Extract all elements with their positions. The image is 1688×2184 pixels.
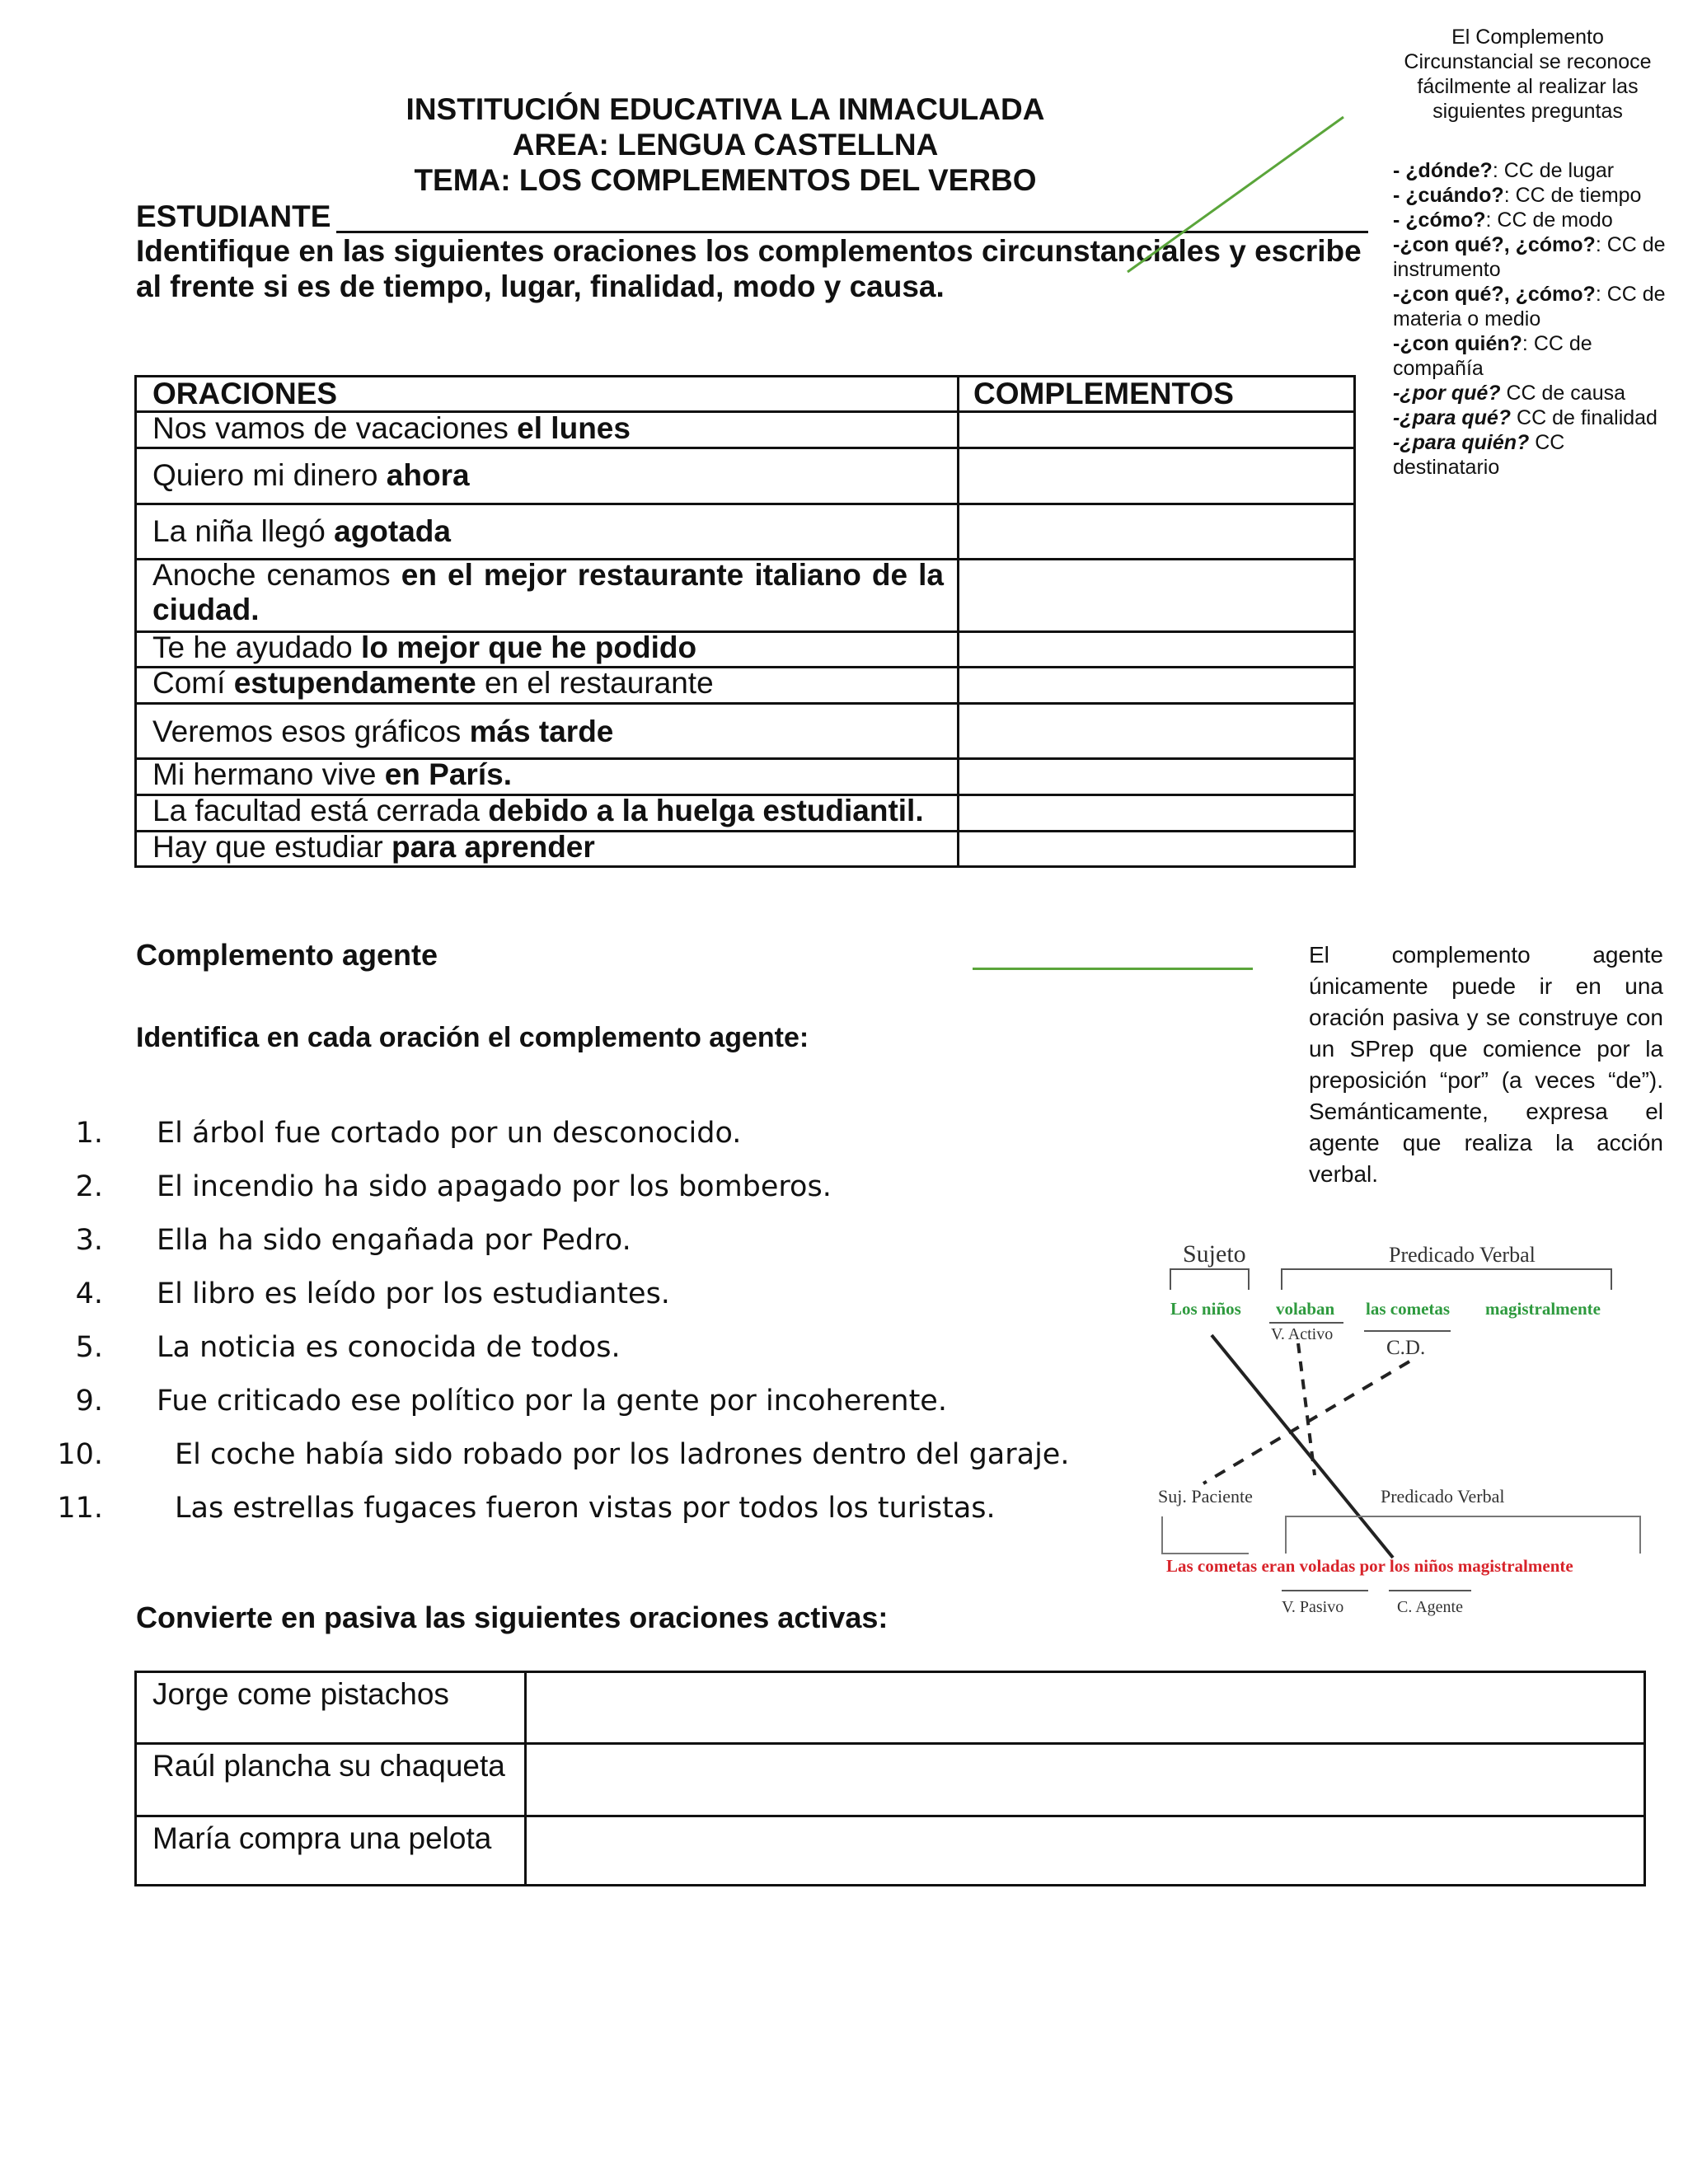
diagram-sujeto: Sujeto	[1183, 1240, 1246, 1268]
list-item: -¿por qué? CC de causa	[1393, 382, 1625, 405]
table-row: Mi hermano vive en París.	[152, 757, 512, 791]
active-passive-diagram	[1146, 1228, 1648, 1632]
diagram-word-cometas: las cometas	[1366, 1299, 1451, 1319]
list-item: El libro es leído por los estudiantes.	[157, 1277, 670, 1310]
answer-cell[interactable]	[959, 449, 1353, 500]
list-item: El incendio ha sido apagado por los bomberos.	[157, 1170, 832, 1203]
topic-title: TEMA: LOS COMPLEMENTOS DEL VERBO	[414, 163, 1037, 197]
cc-side-note-intro: El Complemento Circunstancial se reconoce fácilmente al realizar las siguientes preguntas	[1404, 26, 1652, 123]
diagram-c-agente: C. Agente	[1397, 1598, 1463, 1616]
answer-cell[interactable]	[959, 832, 1353, 865]
diagram-suj-paciente: Suj. Paciente	[1158, 1486, 1253, 1507]
list-item: El árbol fue cortado por un desconocido.	[157, 1117, 742, 1150]
list-number: 9.	[75, 1385, 103, 1418]
list-item: Ella ha sido engañada por Pedro.	[157, 1224, 631, 1257]
list-item: -¿con quién?: CC de compañía	[1393, 332, 1592, 380]
list-item: - ¿cómo?: CC de modo	[1393, 209, 1613, 232]
table-row: Te he ayudado lo mejor que he podido	[152, 630, 697, 664]
answer-cell[interactable]	[959, 560, 1353, 628]
table-row: María compra una pelota	[152, 1821, 492, 1855]
list-number: 11.	[57, 1492, 103, 1525]
table-row: La niña llegó agotada	[152, 514, 451, 548]
list-item: -¿con qué?, ¿cómo?: CC de materia o medio	[1393, 283, 1666, 330]
list-number: 1.	[75, 1117, 103, 1150]
list-item: -¿para quién? CC destinatario	[1393, 431, 1565, 479]
list-item: - ¿cuándo?: CC de tiempo	[1393, 184, 1642, 207]
table-row: Veremos esos gráficos más tarde	[152, 715, 614, 748]
passive-table	[134, 1671, 1646, 1886]
list-item: -¿con qué?, ¿cómo?: CC de instrumento	[1393, 233, 1666, 281]
cc-question-list	[1393, 158, 1669, 480]
answer-cell[interactable]	[959, 760, 1353, 791]
agent-side-note: El complemento agente únicamente puede ir en una oración pasiva y se construye con un SPrep que comience por la preposición “por” (a veces “de”). Semánticamente, expresa el agente que realiza la acción verbal.	[1309, 942, 1663, 1187]
table-row: Raúl plancha su chaqueta	[152, 1749, 505, 1783]
list-number: 2.	[75, 1170, 103, 1203]
table-row: Hay que estudiar para aprender	[152, 830, 595, 864]
list-item: -¿para qué? CC de finalidad	[1393, 406, 1658, 429]
instruction-cc: Identifique en las siguientes oraciones los complementos circunstanciales y escribe al frente si es de tiempo, lugar, finalidad, modo y causa.	[136, 234, 1362, 303]
cc-table	[134, 375, 1356, 868]
answer-cell[interactable]	[959, 668, 1353, 700]
student-label: ESTUDIANTE	[136, 199, 331, 233]
agent-section-title: Complemento agente	[136, 938, 438, 972]
list-number: 4.	[75, 1277, 103, 1310]
table-row: Nos vamos de vacaciones el lunes	[152, 411, 631, 445]
table-row: Anoche cenamos en el mejor restaurante italiano de la ciudad.	[152, 558, 944, 626]
answer-cell[interactable]	[959, 413, 1353, 444]
table-row: La facultad está cerrada debido a la huelga estudiantil.	[152, 794, 924, 827]
answer-cell[interactable]	[528, 1673, 1640, 1741]
green-underline	[973, 968, 1253, 970]
answer-cell[interactable]	[959, 505, 1353, 555]
list-number: 5.	[75, 1331, 103, 1364]
diagram-v-activo: V. Activo	[1271, 1325, 1334, 1343]
list-number: 10.	[57, 1438, 103, 1471]
table-row: Jorge come pistachos	[152, 1677, 449, 1711]
diagram-word-magistralmente: magistralmente	[1485, 1299, 1601, 1319]
header-complementos: COMPLEMENTOS	[973, 377, 1234, 410]
diagram-word-ninos: Los niños	[1170, 1299, 1241, 1319]
list-item: Fue criticado ese político por la gente por incoherente.	[157, 1385, 947, 1418]
institution-title: INSTITUCIÓN EDUCATIVA LA INMACULADA	[406, 92, 1045, 126]
passive-section-title: Convierte en pasiva las siguientes oraciones activas:	[136, 1601, 889, 1634]
table-row: Quiero mi dinero ahora	[152, 458, 470, 492]
list-item: Las estrellas fugaces fueron vistas por todos los turistas.	[175, 1492, 996, 1525]
list-item: El coche había sido robado por los ladrones dentro del garaje.	[175, 1438, 1070, 1471]
answer-cell[interactable]	[528, 1817, 1640, 1883]
answer-cell[interactable]	[959, 633, 1353, 663]
list-number: 3.	[75, 1224, 103, 1257]
table-row: Comí estupendamente en el restaurante	[152, 666, 714, 700]
diagram-predicado-bottom: Predicado Verbal	[1381, 1486, 1505, 1507]
answer-cell[interactable]	[959, 705, 1353, 755]
header-oraciones: ORACIONES	[152, 377, 338, 410]
answer-cell[interactable]	[528, 1745, 1640, 1813]
diagram-cd: C.D.	[1386, 1337, 1426, 1359]
list-item: La noticia es conocida de todos.	[157, 1331, 621, 1364]
diagram-predicado-top: Predicado Verbal	[1389, 1243, 1536, 1267]
agent-instruction: Identifica en cada oración el complemento agente:	[136, 1022, 809, 1053]
green-annotation-line	[1121, 114, 1352, 279]
diagram-word-volaban: volaban	[1276, 1299, 1335, 1319]
answer-cell[interactable]	[959, 796, 1353, 827]
diagram-passive-sentence: Las cometas eran voladas por los niños magistralmente	[1166, 1556, 1573, 1576]
list-item: - ¿dónde?: CC de lugar	[1393, 159, 1615, 182]
area-title: AREA: LENGUA CASTELLNA	[512, 128, 939, 162]
diagram-v-pasivo: V. Pasivo	[1282, 1598, 1344, 1616]
